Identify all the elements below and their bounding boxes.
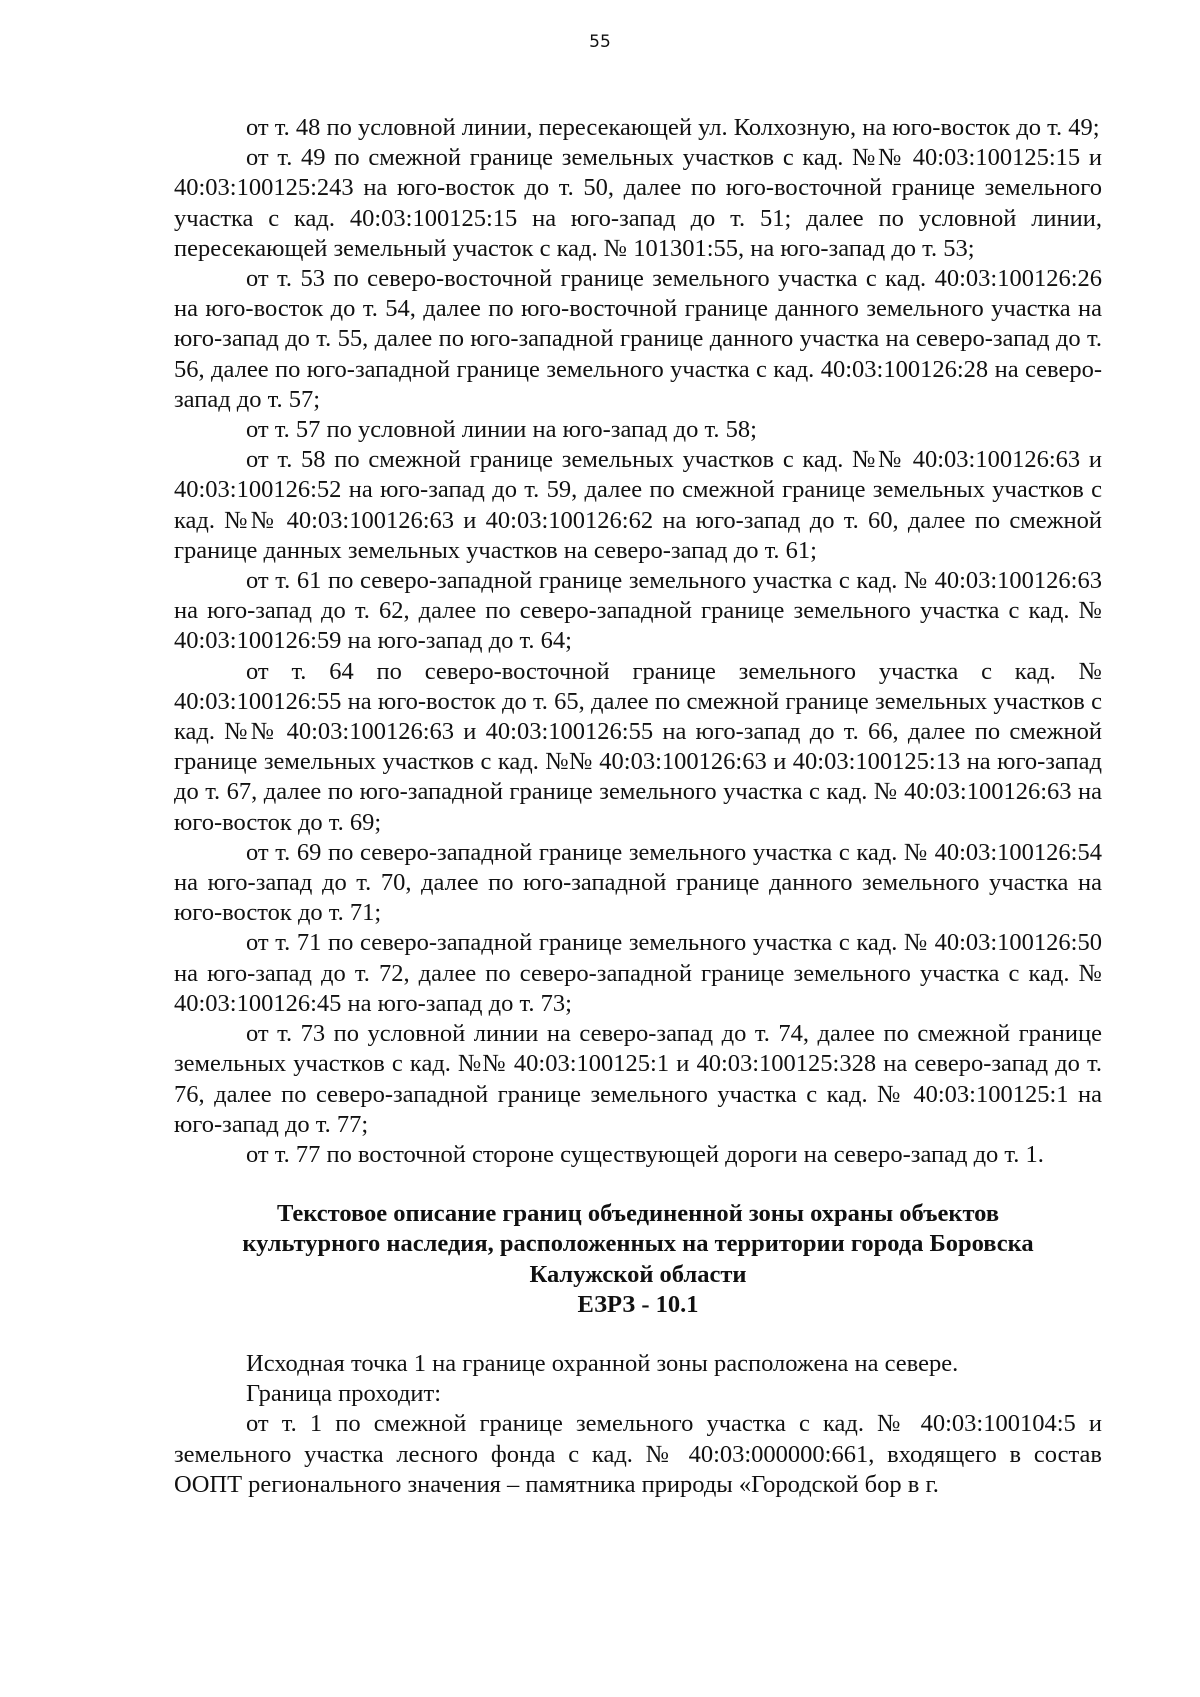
- paragraph: от т. 71 по северо-западной границе земельного участка с кад. № 40:03:100126:50 на юго-запад до т. 72, далее по северо-западной границе земельного участка с кад. № 40:03:100126:45 на юго-запад до т. 73;: [174, 929, 1102, 1017]
- paragraph: от т. 77 по восточной стороне существующей дороги на северо-запад до т. 1.: [246, 1140, 1044, 1168]
- paragraph: Граница проходит:: [246, 1380, 442, 1408]
- document-body: [174, 113, 1102, 1500]
- section-heading-line: Калужской области: [529, 1260, 747, 1288]
- zone-code: ЕЗРЗ - 10.1: [577, 1290, 699, 1318]
- paragraph: от т. 49 по смежной границе земельных участков с кад. №№ 40:03:100125:15 и 40:03:100125:243 на юго-восток до т. 50, далее по юго-восточной границе земельного участка с кад. 40:03:100125:15 на юго-запад до т. 51; далее по условной линии, пересекающей земельный участок с кад. № 101301:55, на юго-запад до т. 53;: [174, 144, 1102, 262]
- paragraph: от т. 57 по условной линии на юго-запад до т. 58;: [246, 416, 757, 444]
- page-number: 55: [589, 32, 611, 52]
- section-heading-line: культурного наследия, расположенных на территории города Боровска: [242, 1230, 1034, 1258]
- paragraph: от т. 64 по северо-восточной границе земельного участка с кад. № 40:03:100126:55 на юго-восток до т. 65, далее по смежной границе земельных участков с кад. №№ 40:03:100126:63 и 40:03:100126:55 на юго-запад до т. 66, далее по смежной границе земельных участков с кад. №№ 40:03:100126:63 и 40:03:100125:13 на юго-запад до т. 67, далее по юго-западной границе земельного участка с кад. № 40:03:100126:63 на юго-восток до т. 69;: [174, 657, 1102, 836]
- paragraph: Исходная точка 1 на границе охранной зоны расположена на севере.: [246, 1349, 959, 1377]
- paragraph: от т. 69 по северо-западной границе земельного участка с кад. № 40:03:100126:54 на юго-запад до т. 70, далее по юго-западной границе данного земельного участка на юго-восток до т. 71;: [174, 838, 1102, 927]
- paragraph: от т. 61 по северо-западной границе земельного участка с кад. № 40:03:100126:63 на юго-запад до т. 62, далее по северо-западной границе земельного участка с кад. № 40:03:100126:59 на юго-запад до т. 64;: [174, 567, 1102, 655]
- section-heading-line: Текстовое описание границ объединенной зоны охраны объектов: [276, 1200, 1000, 1228]
- paragraph: от т. 1 по смежной границе земельного участка с кад. № 40:03:100104:5 и земельного участка лесного фонда с кад. № 40:03:000000:661, входящего в состав ООПТ регионального значения – памятника природы «Городской бор в г.: [174, 1410, 1102, 1498]
- paragraph: от т. 73 по условной линии на северо-запад до т. 74, далее по смежной границе земельных участков с кад. №№ 40:03:100125:1 и 40:03:100125:328 на северо-запад до т. 76, далее по северо-западной границе земельного участка с кад. № 40:03:100125:1 на юго-запад до т. 77;: [174, 1020, 1102, 1138]
- paragraph: от т. 48 по условной линии, пересекающей ул. Колхозную, на юго-восток до т. 49;: [246, 114, 1100, 141]
- paragraph: от т. 53 по северо-восточной границе земельного участка с кад. 40:03:100126:26 на юго-восток до т. 54, далее по юго-восточной границе данного земельного участка на юго-запад до т. 55, далее по юго-западной границе данного участка на северо-запад до т. 56, далее по юго-западной границе земельного участка с кад. 40:03:100126:28 на северо-запад до т. 57;: [174, 265, 1102, 413]
- paragraph: от т. 58 по смежной границе земельных участков с кад. №№ 40:03:100126:63 и 40:03:100126:52 на юго-запад до т. 59, далее по смежной границе земельных участков с кад. №№ 40:03:100126:63 и 40:03:100126:62 на юго-запад до т. 60, далее по смежной границе данных земельных участков на северо-запад до т. 61;: [174, 446, 1102, 564]
- section-heading: [174, 1199, 1102, 1320]
